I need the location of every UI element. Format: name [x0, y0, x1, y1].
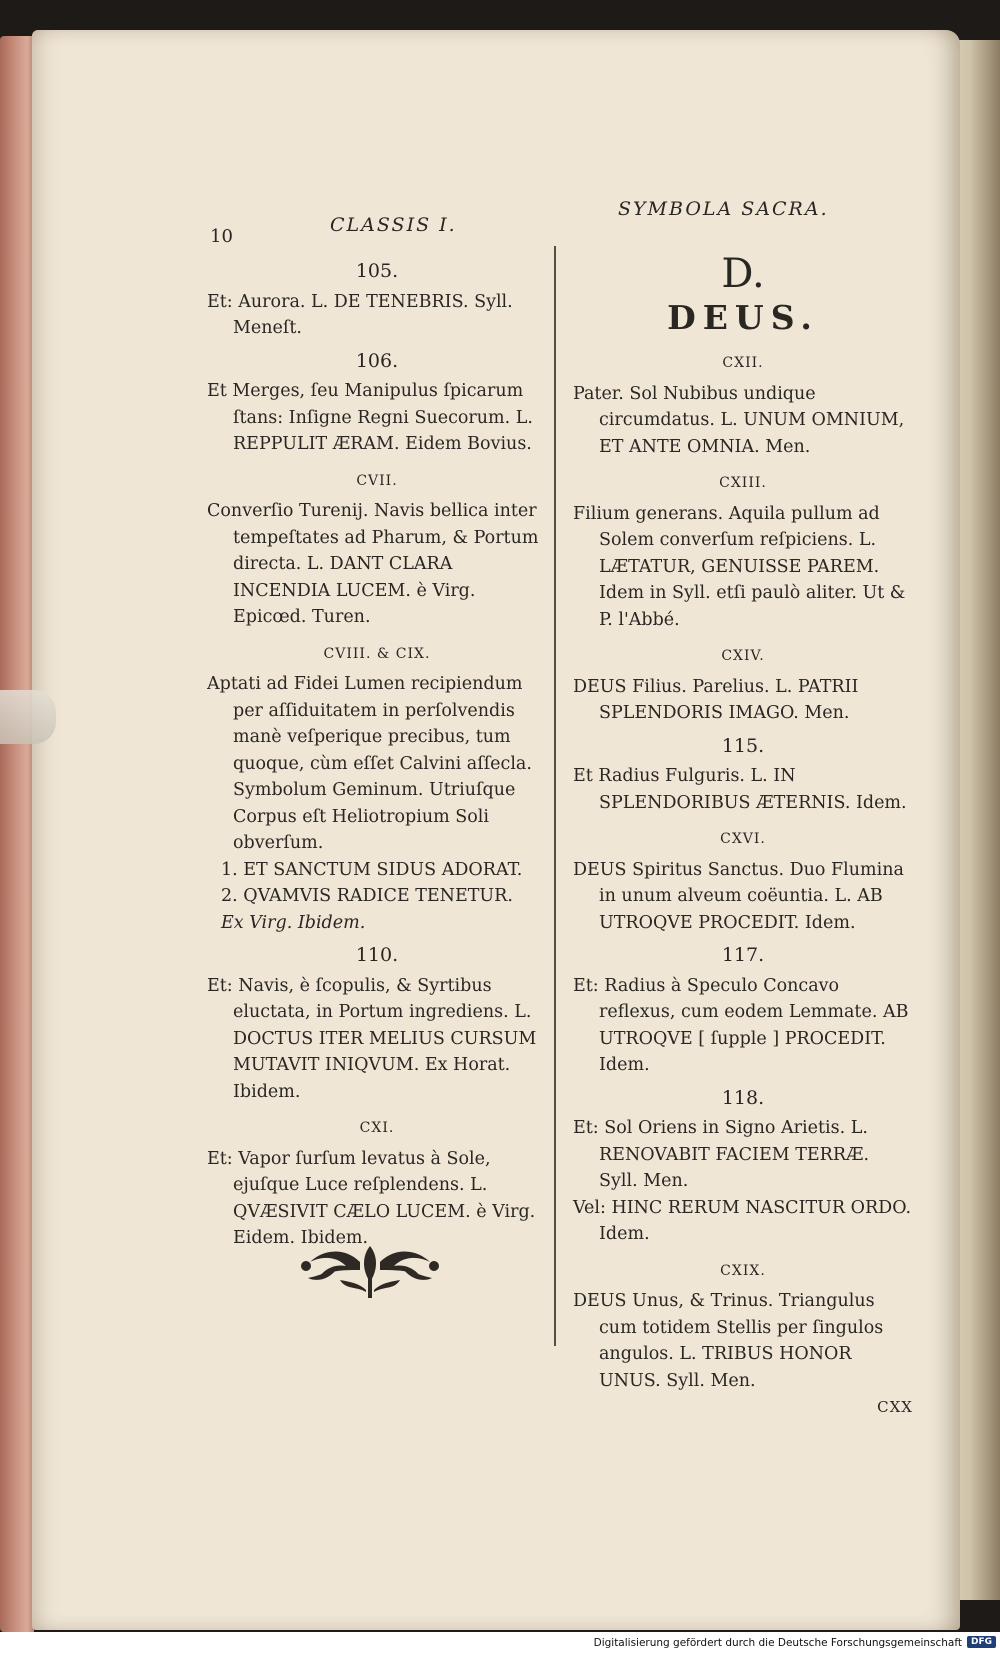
entry-text: Et: Vapor ſurſum levatus à Sole, ejuſque Luce reſplendens. L. QVÆSIVIT CÆLO LUCEM. è Virg. Eidem. Ibidem.	[207, 1148, 536, 1248]
list-item: 1. ET SANCTUM SIDUS ADORAT.	[221, 859, 523, 880]
entry-number: CVIII. & CIX.	[323, 645, 431, 662]
bookmark-tab	[0, 690, 56, 744]
right-running-head: SYMBOLA SACRA.	[618, 198, 829, 220]
page-number: 10	[210, 226, 233, 247]
entry-number: CXI.	[359, 1120, 395, 1136]
catchword: CXX	[877, 1398, 913, 1416]
entry-text: Aptati ad Fidei Lumen recipiendum per aſſiduitatem in perſolvendis manè veſperique precibus, tum quoque, cùm eſſet Calvini aſſecla. Symbolum Geminum. Utriuſque Corpus eſt Heliotropium Soli obverſum.	[207, 674, 532, 853]
entry-text: Filium generans. Aquila pullum ad Solem converſum reſpiciens. L. LÆTATUR, GENUISSE PAREM. Idem in Syll. etſi paulò aliter. Ut & P. l'Abbé.	[573, 503, 906, 630]
entry-text: Converſio Turenij. Navis bellica inter tempeſtates ad Pharum, & Portum directa. L. DANT CLARA INCENDIA LUCEM. è Virg. Epicœd. Turen.	[207, 501, 539, 627]
entry-number: CXIV.	[721, 648, 765, 664]
list-item: 2. QVAMVIS RADICE TENETUR.	[221, 886, 513, 906]
entry-text: Et: Aurora. L. DE TENEBRIS. Syll. Meneſt.	[207, 291, 513, 338]
book-edge-left	[0, 36, 34, 1632]
entry-text: Et: Radius à Speculo Concavo reflexus, cum eodem Lemmate. AB UTROQVE [ ſupple ] PROCEDIT. Idem.	[573, 975, 909, 1075]
section-letter: D.	[721, 251, 765, 297]
entry-text: DEUS Filius. Parelius. L. PATRII SPLENDORIS IMAGO. Men.	[573, 676, 859, 723]
list-item-source: Ex Virg. Ibidem.	[221, 912, 366, 933]
entry-number: CXIX.	[720, 1262, 766, 1279]
entry-number: 106.	[355, 349, 399, 372]
entry-number: 110.	[355, 944, 399, 966]
entry-text: Vel: HINC RERUM NASCITUR ORDO. Idem.	[573, 1197, 912, 1244]
entry-number: CXIII.	[719, 475, 767, 491]
left-column	[207, 252, 547, 1252]
entry-number: 117.	[721, 944, 765, 966]
entry-text: Et Radius Fulguris. L. IN SPLENDORIBUS ÆTERNIS. Idem.	[573, 766, 907, 813]
entry-text: Et: Sol Oriens in Signo Arietis. L. RENOVABIT FACIEM TERRÆ. Syll. Men.	[573, 1118, 870, 1191]
entry-text: Et: Navis, è ſcopulis, & Syrtibus eluctata, in Portum ingrediens. L. DOCTUS ITER MELIUS CURSUM MUTAVIT INIQVUM. Ex Horat. Ibidem.	[207, 975, 537, 1102]
entry-number: 105.	[355, 260, 399, 282]
entry-text: DEUS Unus, & Trinus. Triangulus cum totidem Stellis per ſingulos angulos. L. TRIBUS HONOR UNUS. Syll. Men.	[573, 1291, 884, 1391]
entry-text: DEUS Spiritus Sanctus. Duo Flumina in unum alveum coëuntia. L. AB UTROQVE PROCEDIT. Idem.	[573, 859, 904, 933]
section-title: DEUS.	[667, 298, 819, 337]
entry-number: 115.	[721, 734, 765, 757]
entry-number: CXVI.	[720, 831, 766, 847]
right-column	[573, 252, 913, 1421]
footer-credit: Digitalisierung gefördert durch die Deutsche Forschungsgemeinschaft	[593, 1637, 962, 1649]
entry-text: Pater. Sol Nubibus undique circumdatus. L. UNUM OMNIUM, ET ANTE OMNIA. Men.	[573, 383, 905, 457]
entry-number: CXII.	[722, 355, 764, 371]
entry-text: Et Merges, ſeu Manipulus ſpicarum ſtans: Inſigne Regni Suecorum. L. REPPULIT ÆRAM. Eidem Bovius.	[207, 381, 533, 454]
column-divider	[554, 246, 556, 1346]
entry-number: 118.	[721, 1086, 765, 1109]
left-running-head: CLASSIS I.	[330, 214, 457, 236]
ornament-icon	[296, 1240, 444, 1302]
dfg-logo: DFG	[967, 1636, 996, 1648]
entry-number: CVII.	[356, 472, 398, 489]
